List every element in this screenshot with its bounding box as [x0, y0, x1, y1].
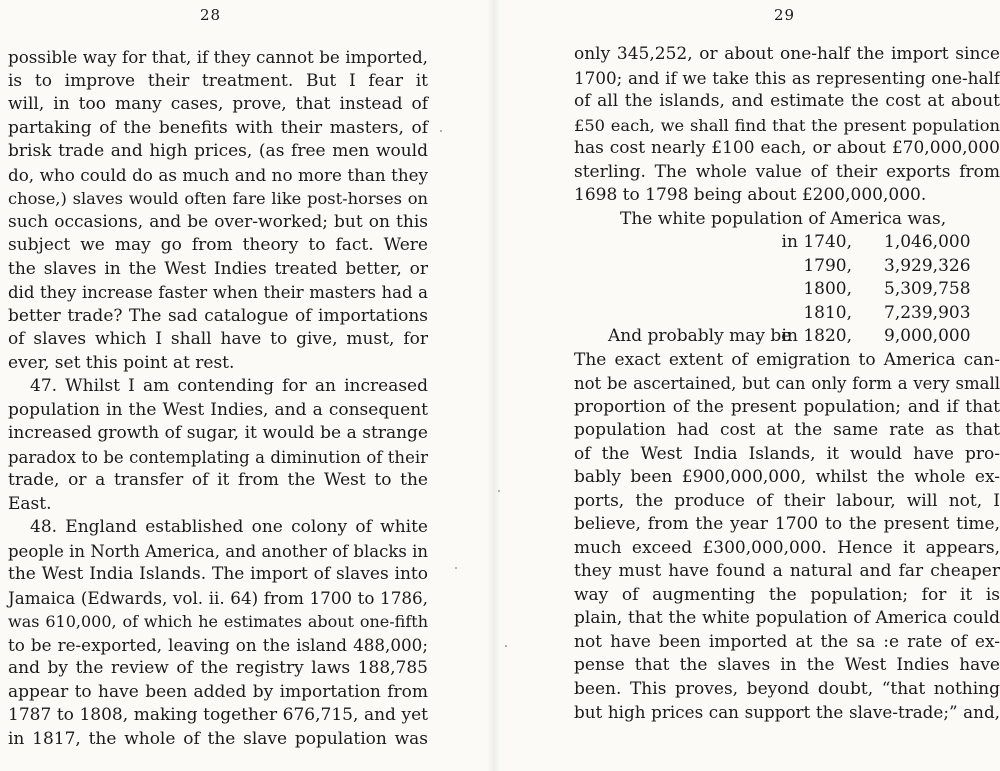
text-line: partaking of the benefits with their masters, of — [8, 117, 428, 138]
text-line: they must have found a natural and far cheaper — [574, 561, 1000, 581]
text-line: The white population of America was, — [620, 208, 947, 229]
population-value: 3,929,326 — [884, 255, 971, 276]
right-page-text — [574, 43, 1000, 725]
text-line: bably been £900,000,000, whilst the whole ex- — [574, 467, 1000, 487]
right-page — [574, 0, 1000, 771]
population-year: 1810, — [803, 302, 852, 323]
population-value: 1,046,000 — [884, 232, 971, 252]
text-line: 47. Whilst I am contending for an increased — [30, 376, 428, 396]
population-year: 1800, — [803, 279, 852, 299]
text-line: pense that the slaves in the West Indies have — [574, 655, 1000, 675]
text-line: 1700; and if we take this as representing one-half — [574, 67, 1000, 88]
text-line: ever, set this point at rest. — [8, 352, 235, 373]
text-line: did they increase faster when their masters had a — [8, 283, 428, 302]
text-line: not be ascertained, but can only form a very small — [574, 374, 1000, 393]
population-table-row — [574, 302, 1000, 326]
text-line: way of augmenting the population; for it is — [574, 584, 1000, 605]
print-speck — [505, 645, 507, 647]
text-line: is to improve their treatment. But I fear it — [8, 70, 428, 91]
text-line: will, in too many cases, prove, that instead of — [8, 94, 428, 114]
population-row-lead: And probably may be — [608, 326, 792, 346]
print-speck — [455, 567, 457, 569]
text-line: paradox to be contemplating a diminution of their — [8, 447, 428, 467]
population-value: 7,239,903 — [884, 302, 971, 323]
text-line: of the West India Islands, it would have pro- — [574, 443, 1000, 464]
text-line: has cost nearly £100 each, or about £70,000,000 — [574, 138, 1000, 158]
print-speck — [498, 490, 500, 492]
text-line: such occasions, and be over-worked; but on this — [8, 211, 428, 232]
text-line: of all the islands, and estimate the cost at about — [574, 91, 1000, 111]
text-line: population had cost at the same rate as that — [574, 420, 1000, 440]
text-line: sterling. The whole value of their exports from — [574, 161, 1000, 182]
text-line: much exceed £300,000,000. Hence it appears, — [574, 537, 1000, 558]
text-line: not have been imported at the sa :e rate of ex- — [574, 631, 1000, 652]
text-line: been. This proves, beyond doubt, “that nothing — [574, 678, 1000, 699]
population-year: in 1740, — [781, 232, 852, 252]
text-line: do, who could do as much and no more than they — [8, 164, 428, 185]
population-year: in 1820, — [781, 326, 852, 346]
left-page-text — [8, 46, 428, 751]
text-line: the West India Islands. The import of slaves into — [8, 564, 428, 584]
text-line: 48. England established one colony of white — [30, 517, 428, 537]
text-line: 1787 to 1808, making together 676,715, and yet — [8, 705, 428, 725]
text-line: and by the review of the registry laws 188,785 — [8, 658, 428, 678]
text-line: the slaves in the West Indies treated better, or — [8, 258, 428, 279]
text-line: plain, that the white population of America could — [574, 608, 1000, 628]
text-line: believe, from the year 1700 to the present time, — [574, 514, 1000, 534]
text-line: trade, or a transfer of it from the West to the — [8, 470, 428, 490]
text-line: possible way for that, if they cannot be imported, — [8, 47, 428, 67]
page-number-left: 28 — [200, 6, 222, 24]
text-line: was 610,000, of which he estimates about one-fifth — [8, 612, 428, 631]
text-line: appear to have been added by importation from — [8, 681, 428, 702]
text-line: Jamaica (Edwards, vol. ii. 64) from 1700 to 1786, — [8, 587, 428, 608]
text-line: to be re-exported, leaving on the island 488,000; — [8, 634, 428, 655]
text-line: ports, the produce of their labour, will not, I — [574, 490, 1000, 511]
text-line: population in the West Indies, and a consequent — [8, 399, 428, 420]
population-value: 9,000,000 — [884, 326, 971, 346]
print-speck — [440, 130, 442, 132]
text-line: in 1817, the whole of the slave population was — [8, 728, 428, 749]
text-line: brisk trade and high prices, (as free men would — [8, 141, 428, 161]
population-table-row — [574, 325, 1000, 349]
book-gutter — [487, 0, 501, 771]
text-line: of slaves which I shall have to give, must, for — [8, 329, 428, 349]
text-line: subject we may go from theory to fact. Were — [8, 235, 428, 255]
population-table-row — [574, 278, 1000, 302]
text-line: £50 each, we shall find that the present population — [574, 115, 1000, 135]
text-line: 1698 to 1798 being about £200,000,000. — [574, 185, 927, 205]
left-page — [0, 0, 428, 771]
population-table-row — [574, 255, 1000, 279]
text-line: people in North America, and another of blacks in — [8, 541, 428, 561]
population-value: 5,309,758 — [884, 279, 971, 299]
text-line: better trade? The sad catalogue of importations — [8, 305, 428, 326]
text-line: but high prices can support the slave-trade;” and, — [574, 702, 1000, 722]
population-year: 1790, — [803, 255, 852, 276]
population-table-row — [574, 231, 1000, 255]
text-line: increased growth of sugar, it would be a strange — [8, 423, 428, 443]
text-line: East. — [8, 493, 52, 514]
text-line: only 345,252, or about one-half the import since — [574, 44, 1000, 64]
page-number-right: 29 — [774, 6, 796, 24]
text-line: proportion of the present population; and if that — [574, 396, 1000, 417]
text-line: chose,) slaves would often fare like post-horses on — [8, 189, 428, 208]
text-line: The exact extent of emigration to America can- — [574, 349, 1000, 370]
